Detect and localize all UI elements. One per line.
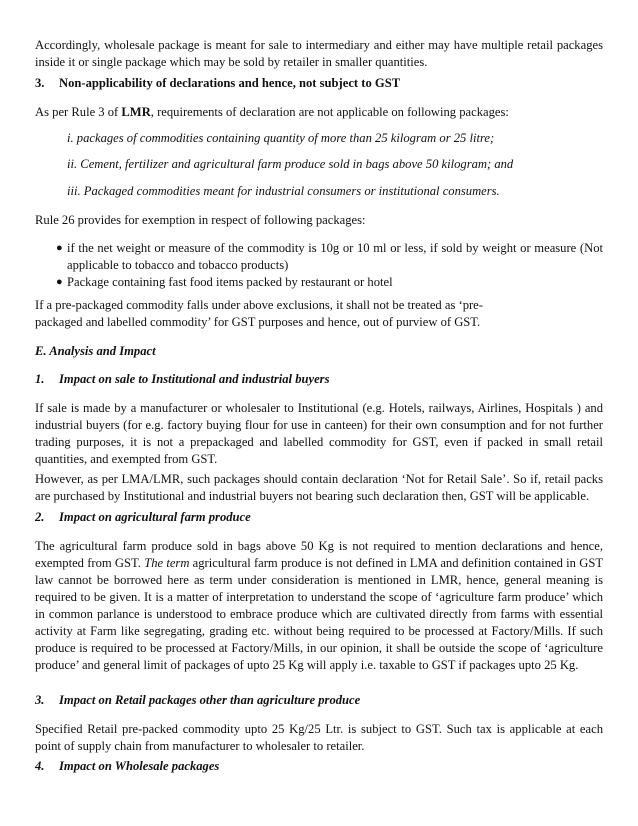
institutional-paragraph-2: However, as per LMA/LMR, such packages should contain declaration ‘Not for Retail Sale’. So if, retail packs are purchased by Institutional and industrial buyers not bearing such declaration then, GST will be applicable. bbox=[35, 472, 603, 503]
heading-number: 3. bbox=[35, 693, 45, 707]
exclusion-note-line-1: If a pre-packaged commodity falls under above exclusions, it shall not be treated as ‘pre- bbox=[35, 298, 483, 312]
list-item-text: Package containing fast food items packed by restaurant or hotel bbox=[67, 275, 393, 289]
bullet-icon: ● bbox=[56, 276, 63, 288]
heading-text: Impact on Wholesale packages bbox=[59, 759, 220, 773]
heading-number: 1. bbox=[35, 372, 45, 386]
list-item bbox=[35, 274, 603, 291]
heading-retail-packages bbox=[35, 692, 603, 709]
heading-number: 2. bbox=[35, 510, 45, 524]
section-e-heading: E. Analysis and Impact bbox=[35, 344, 156, 358]
heading-wholesale-packages bbox=[35, 758, 603, 775]
exclusion-item-i: i. packages of commodities containing quantity of more than 25 kilogram or 25 litre; bbox=[67, 131, 495, 145]
heading-number: 4. bbox=[35, 759, 45, 773]
heading-institutional-buyers bbox=[35, 371, 603, 388]
rule3-post: , requirements of declaration are not applicable on following packages: bbox=[150, 105, 509, 119]
institutional-paragraph-1: If sale is made by a manufacturer or wholesaler to Institutional (e.g. Hotels, railways, Airlines, Hospitals ) and industrial buyers (for e.g. factory buying flour for use in canteen) for their own consumption and for not further trading purposes, it is not a prepackaged and labelled commodity for GST, even if packed in small retail quantities, and exempted from GST. bbox=[35, 401, 603, 466]
agri-text-1: The agricultural farm produce sold in bags above 50 Kg is not required to mention declarations and hence, exempted from GST. bbox=[35, 539, 603, 570]
agricultural-paragraph bbox=[35, 538, 603, 674]
heading-non-applicability bbox=[35, 75, 603, 92]
exemption-list bbox=[35, 240, 603, 291]
heading-text: Impact on sale to Institutional and industrial buyers bbox=[59, 372, 330, 386]
heading-text: Impact on Retail packages other than agriculture produce bbox=[59, 693, 361, 707]
rule26-paragraph: Rule 26 provides for exemption in respect of following packages: bbox=[35, 213, 366, 227]
bullet-icon: ● bbox=[56, 242, 63, 254]
exclusion-item-iii: iii. Packaged commodities meant for industrial consumers or institutional consumers. bbox=[67, 184, 500, 198]
agri-italic-term: The term bbox=[144, 556, 190, 570]
exclusion-item-ii: ii. Cement, fertilizer and agricultural farm produce sold in bags above 50 kilogram; and bbox=[67, 157, 514, 171]
rule3-paragraph bbox=[35, 104, 603, 121]
list-item bbox=[35, 240, 603, 274]
lmr-term: LMR bbox=[121, 105, 151, 119]
retail-paragraph: Specified Retail pre-packed commodity upto 25 Kg/25 Ltr. is subject to GST. Such tax is applicable at each point of supply chain from manufacturer to wholesaler to retailer. bbox=[35, 722, 603, 753]
heading-text: Non-applicability of declarations and hence, not subject to GST bbox=[59, 76, 401, 90]
list-item-text: if the net weight or measure of the commodity is 10g or 10 ml or less, if sold by weight or measure (Not applicable to tobacco and tobacco products) bbox=[67, 241, 603, 272]
heading-number: 3. bbox=[35, 76, 45, 90]
exclusion-note-line-2: packaged and labelled commodity’ for GST purposes and hence, out of purview of GST. bbox=[35, 315, 481, 329]
heading-text: Impact on agricultural farm produce bbox=[59, 510, 251, 524]
rule3-pre: As per Rule 3 of bbox=[35, 105, 122, 119]
intro-paragraph: Accordingly, wholesale package is meant for sale to intermediary and either may have multiple retail packages inside it or single package which may be sold by retailer in smaller quantities. bbox=[35, 38, 603, 69]
agri-text-2: agricultural farm produce is not defined in LMA and definition contained in GST law cannot be borrowed here as term under consideration is mentioned in LMR, hence, general meaning is required to be given. It is a matter of interpretation to understand the scope of ‘agriculture farm produce’ which in common parlance is understood to embrace produce which are cultivated directly from farms with essential activity at Farm like segregating, grading etc. without being required to be processed at Factory/Mills. If such produce is required to be processed at Factory/Mills, in our opinion, it shall be outside the scope of ‘agriculture produce’ and general limit of packages of upto 25 Kg will apply i.e. taxable to GST if packages upto 25 Kg. bbox=[35, 556, 604, 672]
heading-agricultural-produce bbox=[35, 509, 603, 526]
